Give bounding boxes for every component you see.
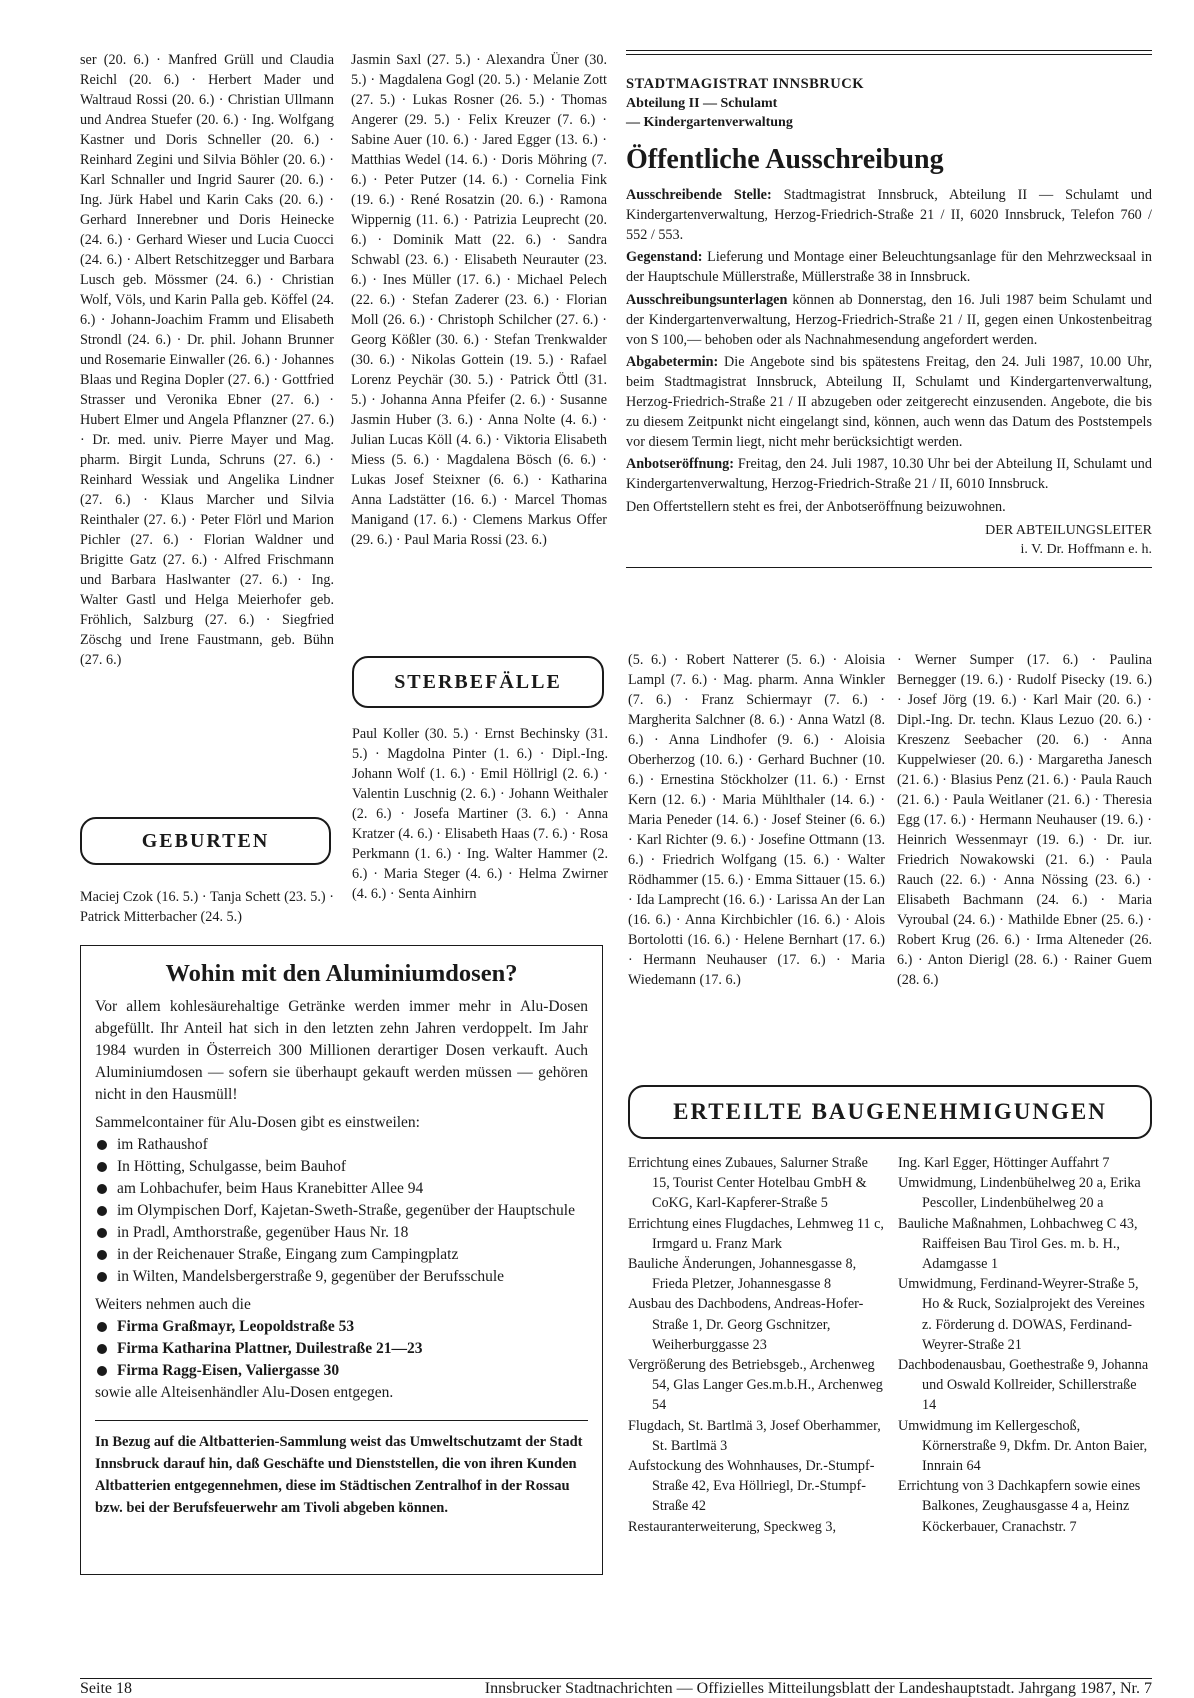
aluminium-intro: Vor allem kohlesäurehaltige Getränke werden immer mehr in Alu-Dosen abgefüllt. Ihr Anteil hat sich in den letzten zehn Jahren verdoppelt. Im Jahr 1984 wurden in Österreich 300 Millionen derartiger Dosen verkauft. Auch Aluminiumdosen — sofern sie überhaupt gekauft werden müssen — gehören nicht in den Hausmüll! [95,998,588,1103]
firm-text: Firma Graßmayr, Leopoldstraße 53 [117,1318,355,1335]
notice-abgabe-label: Abgabetermin: [626,354,719,371]
footer-rule [80,1678,1152,1679]
notice-org: STADTMAGISTRAT INNSBRUCK [626,76,865,92]
notice-eroeffnung-text: Freitag, den 24. Juli 1987, 10.30 Uhr bei der Abteilung II, Schulamt und Kindergartenverwaltung, Herzog-Friedrich-Straße 21 / II, 6010 Innsbruck. [626,456,1152,493]
bullet-icon [97,1272,107,1282]
permit-item: Restauranterweiterung, Speckweg 3, [628,1518,837,1535]
sterbefaelle-text: Paul Koller (30. 5.) · Ernst Bechinsky (31. 5.) · Magdolna Pinter (1. 6.) · Dipl.-Ing. Johann Wolf (1. 6.) · Emil Höllrigl (2. 6.) · Valentin Luschnig (2. 6.) · Johann Weithaler (2. 6.) · Josefa Martiner (3. 6.) · Anna Kratzer (4. 6.) · Elisabeth Haas (7. 6.) · Rosa Perkmann (1. 6.) · Ing. Walter Hammer (2. 6.) · Maria Steger (4. 6.) · Helma Zwirner (4. 6.) · Senta Ainhirn [352,726,608,902]
notice-title: Öffentliche Ausschreibung [626,144,944,175]
sterbefaelle-column-4 [897,650,1152,990]
box-divider [95,1420,588,1421]
list-item [95,1156,588,1178]
bullet-icon [97,1344,107,1354]
geburten-column-2 [351,50,607,550]
list-item [95,1338,588,1360]
notice-gegenstand [626,248,1152,288]
bullet-icon [97,1140,107,1150]
geburten-heading: GEBURTEN [80,817,331,865]
bullet-icon [97,1366,107,1376]
notice-eroeffnung-label: Anbotseröffnung: [626,456,734,473]
notice-top-rule [626,50,1152,55]
bullet-icon [97,1206,107,1216]
publication-title: Innsbrucker Stadtnachrichten — Offizielles Mitteilungsblatt der Landeshauptstadt. Jahrgang 1987, Nr. 7 [484,1680,1152,1697]
list-item [95,1244,588,1266]
notice-eroeffnung [626,455,1152,495]
notice-signature-name: i. V. Dr. Hoffmann e. h. [1020,541,1152,557]
baugenehmigungen-left-column [628,1153,886,1537]
location-text: in Pradl, Amthorstraße, gegenüber Haus Nr. 18 [117,1224,409,1241]
notice-unterlagen [626,291,1152,350]
baugenehmigungen-heading: ERTEILTE BAUGENEHMIGUNGEN [628,1085,1152,1139]
location-text: in der Reichenauer Straße, Eingang zum Campingplatz [117,1246,459,1263]
permit-item: Errichtung eines Zubaues, Salurner Straße 15, Tourist Center Hotelbau GmbH & CoKG, Karl-Kapferer-Straße 5 [628,1155,868,1212]
notice-bottom-rule [626,567,1152,568]
bullet-icon [97,1228,107,1238]
sterbefaelle-text-continued-2: · Werner Sumper (17. 6.) · Paulina Bernegger (19. 6.) · Rudolf Pisecky (19. 6.) · Josef Jörg (19. 6.) · Karl Mair (20. 6.) · Dipl.-Ing. Dr. techn. Klaus Lezuo (20. 6.) · Kreszenz Seebacher (20. 6.) · Anna Kuppelwieser (20. 6.) · Margaretha Janesch (21. 6.) · Blasius Penz (21. 6.) · Paula Rauch (21. 6.) · Paula Weitlaner (21. 6.) · Theresia Egg (17. 6.) · Hermann Neuhauser (19. 6.) · Heinrich Wessenmayr (19. 6.) · Dr. iur. Friedrich Nowakowski (21. 6.) · Paula Rauch (22. 6.) · Anna Nössing (23. 6.) · Elisabeth Bachmann (24. 6.) · Maria Vyroubal (24. 6.) · Mathilde Ebner (25. 6.) · Robert Krug (26. 6.) · Irma Alteneder (26. 6.) · Anton Dierigl (28. 6.) · Rainer Guem (28. 6.) [897,652,1152,988]
list-item [95,1222,588,1244]
notice-subdept: — Kindergartenverwaltung [626,115,793,130]
permit-item: Vergrößerung des Betriebsgeb., Archenweg 54, Glas Langer Ges.m.b.H., Archenweg 54 [628,1357,883,1414]
notice-dept: Abteilung II — Schulamt [626,96,778,111]
list-item [95,1200,588,1222]
public-tender-notice [626,50,1152,568]
permit-item: Errichtung von 3 Dachkapfern sowie eines Balkones, Zeughausgasse 4 a, Heinz Köckerbauer, Cranachstr. 7 [898,1478,1141,1535]
permit-item: Umwidmung im Kellergeschoß, Körnerstraße 9, Dkfm. Dr. Anton Baier, Innrain 64 [898,1417,1148,1475]
permit-item: Aufstockung des Wohnhauses, Dr.-Stumpf-Straße 42, Eva Höllriegl, Dr.-Stumpf-Straße 42 [628,1458,875,1515]
baugenehmigungen-right-column [898,1153,1150,1537]
list-item [95,1266,588,1288]
aluminium-cans-box [80,945,603,1575]
permit-item: Ing. Karl Egger, Höttinger Auffahrt 7 [898,1155,1110,1171]
location-text: im Rathaushof [117,1136,208,1153]
permit-item: Errichtung eines Flugdaches, Lehmweg 11 c, Irmgard u. Franz Mark [628,1215,884,1252]
list-item [95,1316,588,1338]
location-text: In Hötting, Schulgasse, beim Bauhof [117,1158,347,1175]
container-locations-list [95,1134,588,1288]
bullet-icon [97,1250,107,1260]
location-text: am Lohbachufer, beim Haus Kranebitter Allee 94 [117,1180,424,1197]
bullet-icon [97,1184,107,1194]
location-text: in Wilten, Mandelsbergerstraße 9, gegenüber der Berufsschule [117,1268,505,1285]
sterbefaelle-column-3 [628,650,885,990]
notice-offer-text: Den Offertstellern steht es frei, der Anbotseröffnung beizuwohnen. [626,498,1006,515]
permit-item: Ausbau des Dachbodens, Andreas-Hofer-Straße 1, Dr. Georg Gschnitzer, Weiherburggasse 23 [628,1296,864,1353]
geburten-text: Maciej Czok (16. 5.) · Tanja Schett (23. 5.) · Patrick Mitterbacher (24. 5.) [80,889,334,925]
hochzeiten-text: ser (20. 6.) · Manfred Grüll und Claudia Reichl (20. 6.) · Herbert Mader und Waltraud Rossi (20. 6.) · Christian Ullmann und Andrea Stuefer (20. 6.) · Ing. Wolfgang Kastner und Doris Schneller (20. 6.) · Reinhard Zegini und Silvia Böhler (20. 6.) · Karl Schnaller und Ingrid Saurer (20. 6.) · Ing. Jürk Habel und Karin Caks (20. 6.) · Gerhard Innerebner und Doris Heinecke (24. 6.) · Gerhard Wieser und Lucia Cuocci (24. 6.) · Albert Retschitzegger und Barbara Lusch geb. Mössmer (24. 6.) · Christian Wolf, Völs, und Karin Palla geb. Köffel (24. 6.) · Johann-Joachim Framm und Elisabeth Strondl (24. 6.) · Dr. phil. Johann Brunner und Rosemarie Einwaller (26. 6.) · Johannes Blaas und Regina Dopler (27. 6.) · Gottfried Strasser und Veronika Ebner (27. 6.) · Hubert Elmer und Angela Pflanzner (27. 6.) · Dr. med. univ. Pierre Mayer und Mag. pharm. Birgit Lunda, Schruns (27. 6.) · Reinhard Wessiak und Angelika Lindner (27. 6.) · Klaus Marcher und Silvia Reinthaler (27. 6.) · Peter Flörl und Marion Pichler (27. 6.) · Florian Waldner und Brigitte Gatz (27. 6.) · Alfred Frischmann und Barbara Haslwanter (27. 6.) · Ing. Walter Gastl und Helga Meierhofer geb. Fröhlich, Salzburg (27. 6.) · Siegfried Zöschg und Irene Faustmann, geb. Bühn (27. 6.) [80,52,334,668]
notice-stelle [626,186,1152,245]
firm-text: Firma Ragg-Eisen, Valiergasse 30 [117,1362,340,1379]
notice-abgabe-text: Die Angebote sind bis spätestens Freitag, den 24. Juli 1987, 10.00 Uhr, beim Stadtmagistrat Innsbruck, Abteilung II, Schulamt und Kindergartenverwaltung, Herzog-Friedrich-Straße 21 / II abzugeben oder zeitgerecht einzusenden. Angebote, die bis zu diesem Zeitpunkt nicht eingelangt sind, können, auch wenn das Datum des Poststempels vor diesem Termin liegt, nicht mehr berücksichtigt werden. [626,354,1152,450]
notice-signature-title: DER ABTEILUNGSLEITER [985,522,1152,538]
sterbefaelle-text-continued: (5. 6.) · Robert Natterer (5. 6.) · Aloisia Lampl (7. 6.) · Mag. pharm. Anna Winkler (7. 6.) · Franz Schiermayr (7. 6.) · Margherita Salchner (8. 6.) · Anna Watzl (8. 6.) · Anna Lindhofer (9. 6.) · Aloisia Oberherzog (10. 6.) · Gerhard Buchner (10. 6.) · Ernestina Stöckholzer (11. 6.) · Ernst Kern (12. 6.) · Maria Mühlthaler (14. 6.) · Maria Peneder (14. 6.) · Josef Steiner (6. 6.) · Karl Richter (9. 6.) · Josefine Ottmann (13. 6.) · Friedrich Wolfgang (15. 6.) · Walter Rödhammer (15. 6.) · Emma Sittauer (15. 6.) · Ida Lamprecht (16. 6.) · Larissa An der Lan (16. 6.) · Anna Kirchbichler (16. 6.) · Alois Bortolotti (16. 6.) · Helene Bernhart (17. 6.) · Hermann Neuhauser (17. 6.) · Maria Wiedemann (17. 6.) [628,652,885,988]
notice-unterlagen-label: Ausschreibungsunterlagen [626,291,788,308]
notice-abgabe [626,353,1152,452]
sterbefaelle-heading: STERBEFÄLLE [352,656,604,708]
permit-item: Umwidmung, Ferdinand-Weyrer-Straße 5, Ho & Ruck, Sozialprojekt des Vereines z. Förderung d. DOWAS, Ferdinand-Weyrer-Straße 21 [898,1276,1145,1353]
geburten-text-continued: Jasmin Saxl (27. 5.) · Alexandra Üner (30. 5.) · Magdalena Gogl (20. 5.) · Melanie Zott (27. 5.) · Lukas Rosner (26. 5.) · Thomas Angerer (29. 5.) · Felix Kreuzer (7. 6.) · Sabine Auer (10. 6.) · Jared Egger (13. 6.) · Matthias Wedel (14. 6.) · Doris Möhring (7. 6.) · Peter Putzer (14. 6.) · Cornelia Fink (19. 6.) · René Rosatzin (20. 6.) · Ramona Wippernig (11. 6.) · Patrizia Leuprecht (20. 6.) · Dominik Matt (22. 6.) · Sandra Schwabl (23. 6.) · Elisabeth Neurauter (23. 6.) · Ines Müller (17. 6.) · Michael Pelech (22. 6.) · Stefan Zaderer (23. 6.) · Florian Moll (26. 6.) · Christoph Schilcher (27. 6.) · Georg Kößler (30. 6.) · Stefan Trenkwalder (30. 6.) · Nikolas Gottein (19. 5.) · Rafael Lorenz Peychär (30. 5.) · Patrick Öttl (31. 5.) · Johanna Anna Pfeifer (2. 6.) · Susanne Jasmin Huber (3. 6.) · Anna Nolte (4. 6.) · Julian Lucas Köll (4. 6.) · Viktoria Elisabeth Miess (5. 6.) · Magdalena Bösch (6. 6.) · Lukas Josef Steixner (6. 6.) · Katharina Anna Ladstätter (16. 6.) · Marcel Thomas Manigand (17. 6.) · Clemens Markus Offer (29. 6.) · Paul Maria Rossi (23. 6.) [351,52,607,548]
page-number: Seite 18 [80,1680,132,1697]
permit-item: Flugdach, St. Bartlmä 3, Josef Oberhammer, St. Bartlmä 3 [628,1417,881,1454]
permit-item: Dachbodenausbau, Goethestraße 9, Johanna und Oswald Kollreider, Schillerstraße 14 [898,1357,1149,1414]
list-item [95,1360,588,1382]
permit-item: Bauliche Änderungen, Johannesgasse 8, Frieda Pletzer, Johannesgasse 8 [628,1256,857,1293]
container-intro: Sammelcontainer für Alu-Dosen gibt es einstweilen: [95,1114,420,1131]
hochzeiten-column-1 [80,50,334,670]
notice-unterlagen-text: können ab Donnerstag, den 16. Juli 1987 beim Schulamt und der Kindergartenverwaltung, Herzog-Friedrich-Straße 21 / II, gegen einen Unkostenbeitrag von S 100,— behoben oder als Nachnahmesendung angefordert werden. [626,291,1152,348]
firm-text: Firma Katharina Plattner, Duilestraße 21—23 [117,1340,423,1357]
notice-stelle-text: Stadtmagistrat Innsbruck, Abteilung II — Schulamt und Kindergartenverwaltung, Herzog-Friedrich-Straße 21 / II, 6020 Innsbruck, Telefon 760 / 552 / 553. [626,187,1152,243]
notice-gegenstand-text: Lieferung und Montage einer Beleuchtungsanlage für den Mehrzwecksaal in der Hauptschule Müllerstraße, Müllerstraße 38 in Innsbruck. [626,249,1152,286]
permit-item: Bauliche Maßnahmen, Lohbachweg C 43, Raiffeisen Bau Tirol Ges. m. b. H., Adamgasse 1 [898,1215,1138,1273]
location-text: im Olympischen Dorf, Kajetan-Sweth-Straße, gegenüber der Hauptschule [117,1202,575,1219]
battery-note: In Bezug auf die Altbatterien-Sammlung weist das Umweltschutzamt der Stadt Innsbruck darauf hin, daß Geschäfte und Dienststellen, die von ihren Kunden Altbatterien entgegennehmen, diese im Städtischen Zentralhof in der Rossau bzw. bei der Berufsfeuerwehr am Tivoli abgeben können. [95,1434,583,1516]
permit-item: Umwidmung, Lindenbühelweg 20 a, Erika Pescoller, Lindenbühelweg 20 a [898,1175,1141,1212]
bullet-icon [97,1162,107,1172]
firms-intro: Weiters nehmen auch die [95,1296,251,1313]
notice-stelle-label: Ausschreibende Stelle: [626,187,772,203]
firms-list [95,1316,588,1382]
notice-gegenstand-label: Gegenstand: [626,249,703,266]
bullet-icon [97,1322,107,1332]
list-item [95,1134,588,1156]
firms-outro: sowie alle Alteisenhändler Alu-Dosen entgegen. [95,1384,394,1401]
list-item [95,1178,588,1200]
aluminium-title: Wohin mit den Aluminiumdosen? [165,960,518,987]
